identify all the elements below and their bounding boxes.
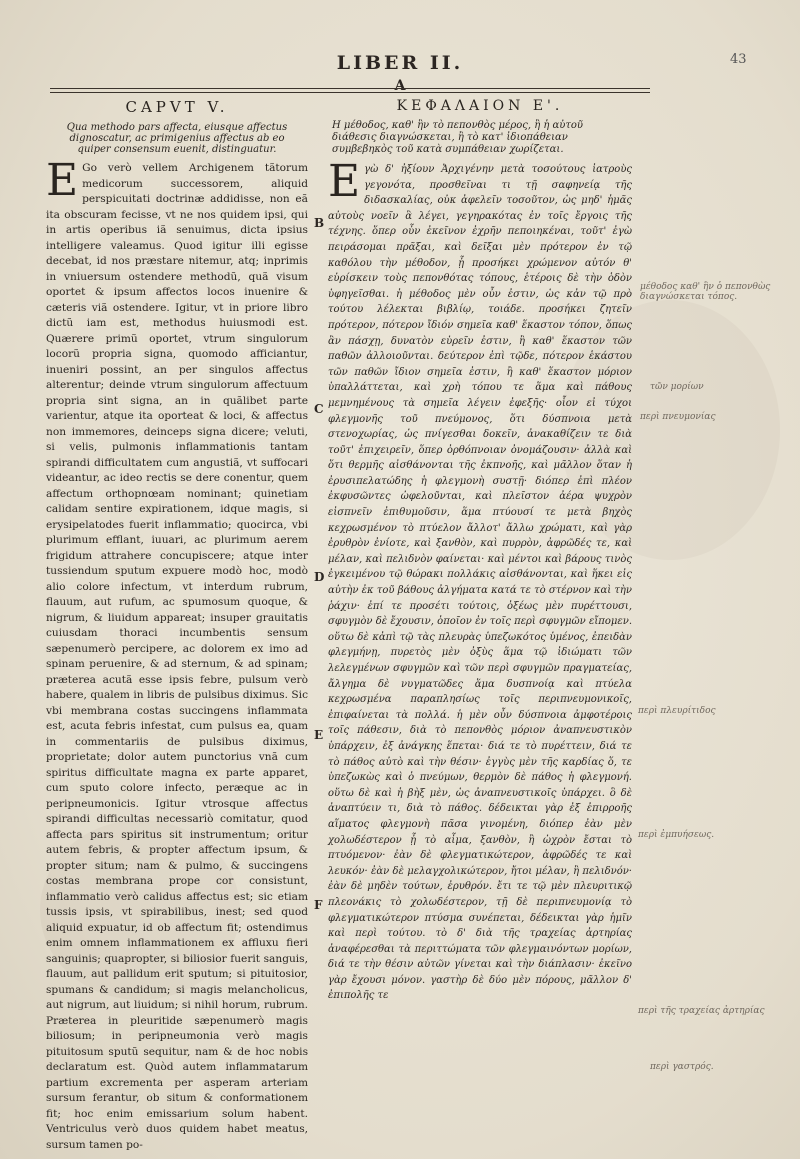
- marginal-gloss: τῶν μορίων: [650, 382, 704, 392]
- signature-mark: A: [394, 78, 406, 94]
- latin-drop-cap: E: [46, 155, 79, 206]
- latin-body-text: [46, 155, 308, 1153]
- greek-chapter-heading: ΚΕΦΑΛΑΙΟΝ Ε'.: [396, 98, 564, 114]
- margin-letter-e: E: [314, 728, 324, 742]
- marginal-gloss: περὶ γαστρός.: [650, 1062, 714, 1072]
- greek-body-text: [328, 156, 632, 1004]
- latin-chapter-heading: CAPVT V.: [125, 98, 229, 116]
- greek-drop-cap: Ε: [328, 156, 361, 207]
- header-rule: [50, 88, 650, 89]
- margin-letter-f: F: [314, 898, 323, 912]
- marginal-gloss: περὶ ἐμπυήσεως.: [638, 830, 715, 840]
- latin-column: [46, 98, 308, 1153]
- marginal-gloss: περὶ πλευρίτιδος: [638, 706, 716, 716]
- header-rule: [50, 92, 650, 93]
- marginal-gloss: περὶ τῆς τραχείας ἀρτηρίας: [638, 1006, 765, 1016]
- marginal-gloss: περὶ πνευμονίας: [640, 412, 716, 422]
- greek-paragraph: γὼ δ' ἠξίουν Ἀρχιγένην μετὰ τοσούτους ἰατροὺς γεγονότα, προσθεῖναι τι τῇ σαφηνείᾳ τῆς διδασκαλίας, οὐκ ἀφελεῖν τοσοῦτον, ὡς μηδ' ἡμᾶς αὐτοὺς νοεῖν ἃ λέγει, γεγηρακότας ἐν τοῖς ἔργοις τῆς τέχνης. ὅπερ οὖν ἐκεῖνον ἐχρῆν πεποιηκέναι, τοῦτ' ἐγὼ πειράσομαι πρᾶξαι, καὶ δεῖξαι μὲν πρότερον ἐν τῷ καθόλου τὴν μέθοδον, ᾗ προσήκει χρώμενον αὐτόν θ' εὑρίσκειν τοὺς πεπονθότας τόπους, ἑτέροις δὲ τὴν ὁδὸν ὑφηγεῖσθαι. ἡ μέθοδος μὲν οὖν ἐστιν, ὡς κἀν τῷ πρὸ τούτου λέλεκται βιβλίῳ, τοιάδε. προσήκει ζητεῖν πρότερον, πότερον ἴδιόν σημεῖα καθ' ἕκαστον τόπον, ὅπως ἂν πάσχῃ, δυνατὸν εὑρεῖν ἐστιν, ἢ καθ' ἕκαστον τῶν παθῶν ἀλλοιοῦνται. δεύτερον ἐπὶ τῷδε, πότερον ἑκάστου τῶν παθῶν ἴδιον σημεῖα ἐστιν, ἢ καθ' ἕκαστον μόριον ὑπαλλάττεται, καὶ χρὴ τόπου τε ἅμα καὶ πάθους μεμνημένους τὰ σημεῖα λέγειν ἐφεξῆς· οἷον εἰ τύχοι φλεγμονῆς τοῦ πνεύμονος, ὅτι δύσπνοια μετὰ στενοχωρίας, ὡς πνίγεσθαι δοκεῖν, ἀνακαθίζειν τε διὰ τοῦτ' ἐπιχειρεῖν, ὅπερ ὀρθόπνοιαν ὀνομάζουσιν· ἀλλὰ καὶ ὅτι θερμῆς αἰσθάνονται τῆς ἐκπνοῆς, καὶ μᾶλλον ὅταν ἡ ἐρυσιπελατώδης ἡ φλεγμονὴ συστῇ· διόπερ ἐπὶ πλέον ἐκφυσῶντες ὠφελοῦνται, καὶ πλεῖστον ἀέρα ψυχρὸν εἰσπνεῖν ἐπιθυμοῦσιν, ἅμα πτύουσί τε μετὰ βηχὸς κεχρωσμένον τὸ πτύελον ἄλλοτ' ἄλλω χρώματι, καὶ γὰρ ἐρυθρὸν ἐνίοτε, καὶ ξανθὸν, καὶ πυρρὸν, ἀφρῶδές τε, καὶ μέλαν, καὶ πελιδνὸν φαίνεται· καὶ μέντοι καὶ βάρους τινὸς ἐγκειμένου τῷ θώρακι πολλάκις αἰσθάνονται, καὶ ἥκει εἰς αὐτὴν ἐκ τοῦ βάθους ἀλγήματα κατά τε τὸ στέρνον καὶ τὴν ῥάχιν· ἐπί τε προσέτι τούτοις, ὀξέως μὲν πυρέττουσι, σφυγμὸν δὲ ἔχουσιν, ὁποῖον ἐν τοῖς περὶ σφυγμῶν εἴπομεν. οὕτω δὲ κἀπὶ τῷ τὰς πλευρὰς ὑπεζωκότος ὑμένος, ἐπειδὰν φλεγμήνῃ, πυρετὸς μὲν ὀξὺς ἅμα τῷ ἰδιώματι τῶν λελεγμένων σφυγμῶν καὶ τῶν περὶ σφυγμῶν πραγματείας, ἄλγημα δὲ νυγματῶδες ἅμα δυσπνοίᾳ καὶ πτύελα κεχρωσμένα παραπλησίως τοῖς περιπνευμονικοῖς, ἐπιφαίνεται τὰ πολλά. ἡ μὲν οὖν δύσπνοια ἀμφοτέροις τοῖς πάθεσιν, διὰ τὸ πεπονθὸς μόριον ἀναπνευστικὸν ὑπάρχειν, ἐξ ἀνάγκης ἕπεται· διά τε τὸ πυρέττειν, διά τε τὸ πάθος αὐτὸ καὶ τὴν θέσιν· ἐγγὺς μὲν τῆς καρδίας ὅ, τε ὑπεζωκὼς καὶ ὁ πνεύμων, θερμὸν δὲ πάθος ἡ φλεγμονή. οὕτω δὲ καὶ ἡ βὴξ μὲν, ὡς ἀναπνευστικοῖς ὑπάρχει. ὃ δὲ ἀναπτύειν τι, διὰ τὸ πάθος. δέδεικται γὰρ ἐξ ἐπιρροῆς αἵματος φλεγμονὴ πᾶσα γινομένη, διόπερ ἐὰν μὲν χολωδέστερον ᾖ τὸ αἷμα, ξανθὸν, ἢ ὠχρὸν ἔσται τὸ πτυόμενον· ἐὰν δὲ φλεγματικώτερον, ἀφρῶδές τε καὶ λευκόν· ἐὰν δὲ μελαγχολικώτερον, ἤτοι μέλαν, ἢ πελιδνόν· ἐὰν δὲ μηδὲν τούτων, ἐρυθρόν. ἔτι τε τῷ μὲν πλευριτικῷ πλεονάκις τὸ χολωδέστερον, τῇ δὲ περιπνευμονίᾳ τὸ φλεγματικώτερον πτύσμα συνέπεται, δέδεικται γὰρ ἡμῖν καὶ περὶ τούτου. τὸ δ' διὰ τῆς τραχείας ἀρτηρίας ἀναφέρεσθαι τὰ περιττώματα τῶν φλεγμαινόντων μορίων, διά τε τὴν θέσιν αὐτῶν γίνεται καὶ τὴν διάπλασιν· ἐκεῖνο γὰρ ἔχουσι μόνον. γαστὴρ δὲ δύο μὲν πόρους, μᾶλλον δ' ἐπιπολῆς τε: [328, 164, 632, 1002]
- margin-letter-d: D: [314, 570, 325, 584]
- margin-letter-c: C: [314, 402, 324, 416]
- greek-column: [328, 98, 632, 1004]
- latin-chapter-summary: Qua methodo pars affecta, eiusque affectus dignoscatur, ac primigenius affectus ab eo quiper consensum euenit, distinguatur.: [66, 122, 288, 155]
- marginal-gloss: μέθοδος καθ' ἣν ὁ πεπονθὼς διαγνώσκεται τόπος.: [640, 282, 771, 302]
- running-title: LIBER II.: [336, 52, 464, 74]
- folio-number: 43: [730, 52, 747, 67]
- latin-paragraph: Go verò vellem Archigenem tãtorum medicorum successorem, aliquid perspicuitati doctrinæ addidisse, non eã ita obscuram fecisse, vt ne nos quidem ipsi, qui in artis operibus iã senuimus, dicta ipsius intelligere valeamus. Quod igitur illi egisse decebat, id nos præstare nitemur, atq; inprimis in vniuersum ostendere methodũ, quã visum oportet & ipsum affectos locos inuenire & cæteris viã ostendere. Igitur, vt in priore libro dictũ iam est, methodus huiusmodi est. Quærere primũ oportet, vtrum singulorum locorũ propria signa, quomodo afficiantur, inueniri possint, an per singulos affectus alterentur; deinde vtrum singulorum affectuum propria sint signa, an in quãlibet parte varientur, atque ita oporteat & loci, & affectus non immemores, deinceps signa dicere; veluti, si velis, pulmonis inflammationis tantam spirandi difficultatem cum angustiã, vt suffocari videantur, ac ideo rectis se dere conentur, quem affectum orthopnœam nominant; quinetiam calidam sentire expirationem, idque magis, si erysipelatodes fuerit inflammatio; quocirca, vbi plurimum efflant, iuuari, ac plurimum aerem frigidum attrahere concupiscere; atque inter tussiendum sputum expuere modò hoc, modò alio colore infectum, vt interdum rubrum, flauum, aut rufum, ac spumosum quoque, & nigrum, & liuidum appareat; insuper grauitatis cuiusdam thoraci incumbentis sensum sæpenumerò percipere, ac dolorem ex imo ad spinam peruenire, & ad sternum, & ad spinam; præterea acutã esse ipsis febre, pulsum verò habere, qualem in libris de pulsibus diximus. Sic vbi membrana costas succingens inflammata est, acuta febris infestat, cum pulsus ea, quam in commentariis de pulsibus diximus, proprietate; dolor autem punctorius vnã cum spiritus difficultate magna ex parte apparet, cum sputo colore infecto, peræque ac in peripneumonicis. Igitur vtrosque affectus spirandi difficultas necessariò comitatur, quod affecta pars spiritus sit instrumentum; oritur autem febris, & propter affectum ipsum, & propter situm; nam & pulmo, & succingens costas membrana prope cor consistunt, inflammatio verò calidus affectus est; sic etiam tussis ipsis, vt spirabilibus, inest; sed quod aliquid expuatur, id ob affectum fit; ostendimus enim omnem inflammationem ex affluxu fieri sanguinis; quapropter, si biliosior fuerit sanguis, flauum, aut pallidum erit sputum; si pituitosior, spumans & candidum; si magis melancholicus, aut nigrum, aut liuidum; si nihil horum, rubrum. Præterea in pleuritide sæpenumerò magis biliosum; in peripneumonia verò magis pituitosum sputũ sequitur, nam & de hoc nobis declaratum est. Quòd autem inflammatarum partium excrementa per asperam arteriam sursum ferantur, ob situm & conformationem fit; hoc enim emissarium solum habent. Ventriculus verò duos quidem habet meatus, sursum tamen po-: [46, 162, 308, 1151]
- margin-letter-b: B: [314, 216, 325, 230]
- greek-chapter-summary: Η μέθοδος, καθ' ἣν τὸ πεπονθὸς μέρος, ἢ ἡ αὐτοῦ διάθεσις διαγνώσκεται, ἢ τὸ κατ' ἰδιοπάθειαν συμβεβηκὸς τοῦ κατὰ συμπάθειαν χωρίζεται.: [332, 120, 584, 155]
